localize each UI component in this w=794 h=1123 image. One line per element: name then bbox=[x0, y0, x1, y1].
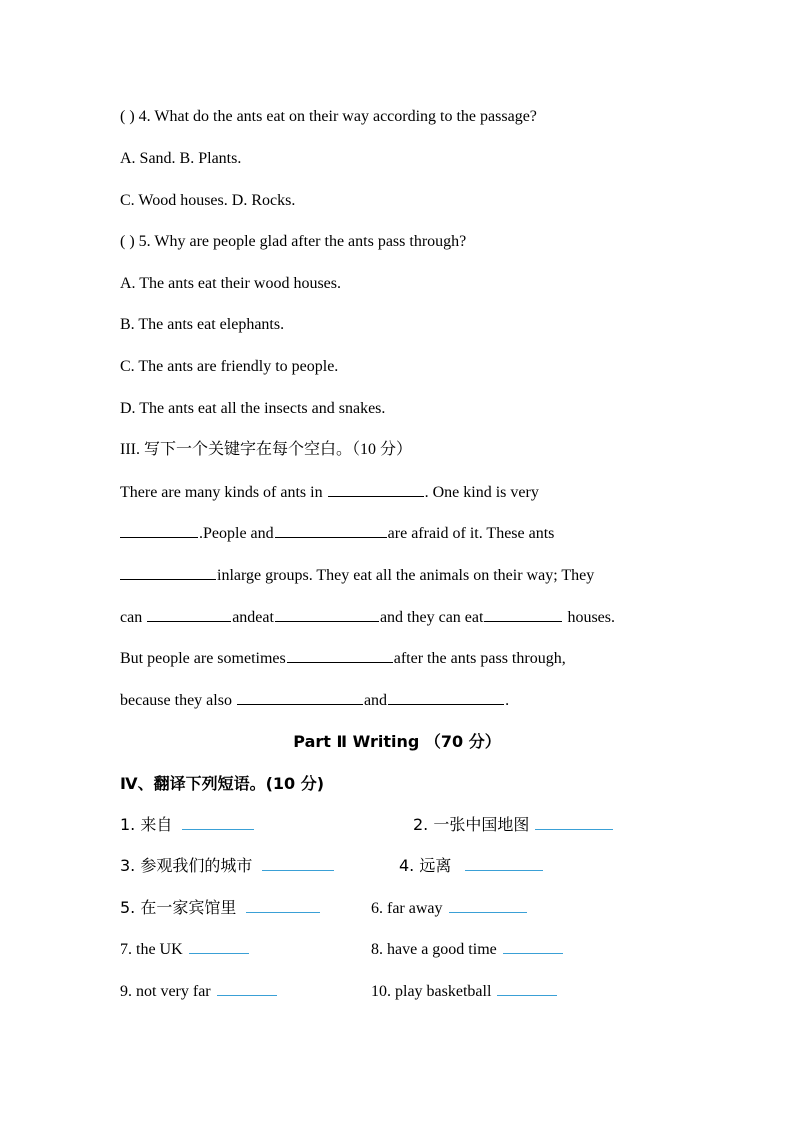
cloze-text: . One kind is very bbox=[424, 484, 539, 501]
answer-blank[interactable] bbox=[535, 815, 613, 830]
cloze-line-6 bbox=[120, 690, 509, 711]
answer-blank[interactable] bbox=[246, 898, 320, 913]
cloze-text: inlarge groups. They eat all the animals on their way; They bbox=[217, 567, 595, 584]
cloze-text: and bbox=[363, 692, 388, 709]
answer-blank[interactable] bbox=[262, 856, 334, 871]
phrase-item-7 bbox=[120, 939, 249, 960]
question-5-option-a: A. The ants eat their wood houses. bbox=[120, 275, 341, 292]
cloze-text: andeat bbox=[232, 609, 274, 626]
cloze-text: are afraid of it. These ants bbox=[387, 525, 555, 542]
phrase-text: 5. 在一家宾馆里 bbox=[120, 898, 237, 917]
phrase-text: 1. 来自 bbox=[120, 815, 173, 834]
cloze-text: But people are sometimes bbox=[120, 650, 286, 667]
cloze-blank-9[interactable] bbox=[237, 690, 363, 705]
phrase-text: 9. not very far bbox=[120, 983, 211, 1000]
phrase-item-10 bbox=[371, 981, 557, 1002]
cloze-text: houses. bbox=[563, 609, 616, 626]
cloze-line-2 bbox=[120, 523, 554, 544]
cloze-text: after the ants pass through, bbox=[393, 650, 566, 667]
cloze-blank-4[interactable] bbox=[120, 565, 216, 580]
phrase-item-5 bbox=[120, 898, 320, 918]
cloze-blank-7[interactable] bbox=[484, 607, 562, 622]
cloze-blank-2[interactable] bbox=[120, 523, 198, 538]
answer-blank[interactable] bbox=[497, 981, 557, 996]
cloze-blank-5[interactable] bbox=[147, 607, 231, 622]
phrase-item-3 bbox=[120, 856, 334, 876]
answer-blank[interactable] bbox=[189, 939, 249, 954]
question-5-option-d: D. The ants eat all the insects and snakes. bbox=[120, 400, 386, 417]
section-4-heading: Ⅳ、翻译下列短语。(10 分) bbox=[120, 774, 325, 793]
phrase-item-2 bbox=[413, 815, 613, 835]
answer-blank[interactable] bbox=[182, 815, 254, 830]
answer-blank[interactable] bbox=[503, 939, 563, 954]
phrase-text: 3. 参观我们的城市 bbox=[120, 856, 253, 875]
phrase-text: 7. the UK bbox=[120, 941, 183, 958]
cloze-text: because they also bbox=[120, 692, 232, 709]
cloze-blank-8[interactable] bbox=[287, 648, 393, 663]
cloze-blank-3[interactable] bbox=[275, 523, 387, 538]
cloze-text: .People and bbox=[199, 525, 274, 542]
phrase-item-1 bbox=[120, 815, 254, 835]
question-4-options-ab: A. Sand. B. Plants. bbox=[120, 150, 242, 167]
question-5-option-c: C. The ants are friendly to people. bbox=[120, 358, 339, 375]
cloze-blank-6[interactable] bbox=[275, 607, 379, 622]
cloze-line-4 bbox=[120, 607, 615, 628]
question-4-stem: ( ) 4. What do the ants eat on their way according to the passage? bbox=[120, 108, 537, 125]
cloze-line-1 bbox=[120, 482, 539, 503]
phrase-text: 2. 一张中国地图 bbox=[413, 815, 530, 834]
answer-blank[interactable] bbox=[217, 981, 277, 996]
phrase-text: 4. 远离 bbox=[399, 856, 452, 875]
phrase-item-4 bbox=[399, 856, 543, 876]
cloze-blank-10[interactable] bbox=[388, 690, 504, 705]
answer-blank[interactable] bbox=[465, 856, 543, 871]
cloze-blank-1[interactable] bbox=[328, 482, 424, 497]
question-5-option-b: B. The ants eat elephants. bbox=[120, 316, 285, 333]
phrase-text: 8. have a good time bbox=[371, 941, 497, 958]
part-2-heading: Part Ⅱ Writing （70 分） bbox=[293, 732, 501, 751]
cloze-line-5 bbox=[120, 648, 566, 669]
cloze-text: There are many kinds of ants in bbox=[120, 484, 323, 501]
answer-blank[interactable] bbox=[449, 898, 527, 913]
phrase-item-8 bbox=[371, 939, 563, 960]
phrase-item-9 bbox=[120, 981, 277, 1002]
cloze-text: and they can eat bbox=[379, 609, 484, 626]
cloze-text: . bbox=[505, 692, 510, 709]
question-5-stem: ( ) 5. Why are people glad after the ants pass through? bbox=[120, 233, 467, 250]
cloze-line-3 bbox=[120, 565, 594, 586]
phrase-item-6 bbox=[371, 898, 527, 919]
cloze-text: can bbox=[120, 609, 143, 626]
section-3-heading: III. 写下一个关键字在每个空白。（10 分） bbox=[120, 441, 412, 458]
phrase-text: 10. play basketball bbox=[371, 983, 492, 1000]
phrase-text: 6. far away bbox=[371, 900, 443, 917]
question-4-options-cd: C. Wood houses. D. Rocks. bbox=[120, 192, 296, 209]
